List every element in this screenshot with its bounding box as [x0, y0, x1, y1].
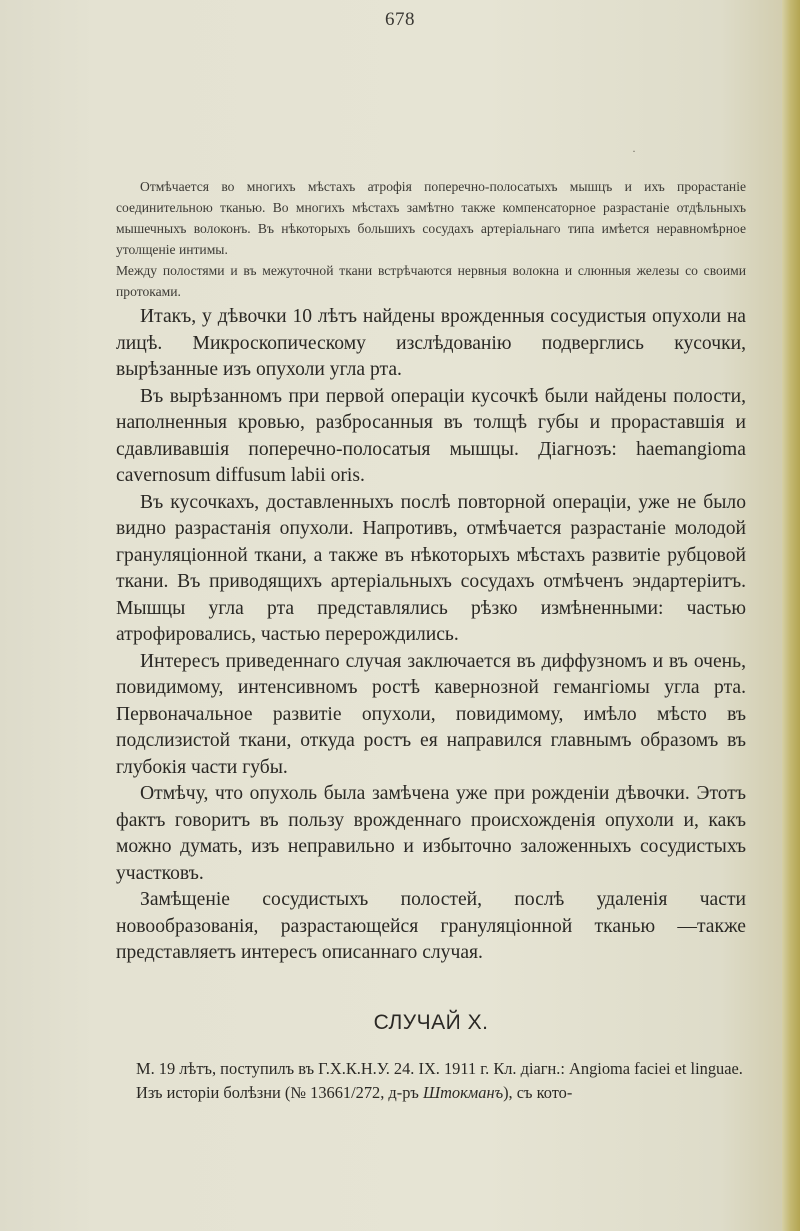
book-binding-edge [782, 0, 800, 1231]
case-intro: М. 19 лѣтъ, поступилъ въ Г.Х.К.Н.У. 24. IX. 1911 г. Кл. діагн.: Angioma faciei et linguae. [136, 1058, 743, 1078]
paragraph-summary: Итакъ, у дѣвочки 10 лѣтъ найдены врожденныя сосудистыя опухоли на лицѣ. Микроскопическому изслѣдованію подверглись кусочки, вырѣзанные изъ опухоли угла рта. [116, 306, 746, 380]
doctor-name: Штокманъ [423, 1082, 504, 1102]
paragraph-first-operation: Въ вырѣзанномъ при первой операціи кусочкѣ были найдены полости, наполненныя кровью, разбросанныя въ толщѣ губы и прораставшія и сдавливавшія поперечно-полосатыя мышцы. Діагнозъ: haemangioma cavernosum diffusum labii oris. [116, 385, 746, 486]
small-paragraph-nerves: Между полостями и въ межуточной ткани встрѣчаются нервныя волокна и слюнныя железы со своими протоками. [116, 263, 746, 299]
ink-mark: · [632, 144, 636, 158]
case-history-before: Изъ исторіи болѣзни (№ 13661/272, д-ръ [136, 1082, 423, 1102]
case-history-line [116, 1081, 746, 1105]
case-history-after: ), съ кото- [503, 1082, 573, 1102]
paragraph-interest: Интересъ приведеннаго случая заключается въ диффузномъ и въ очень, повидимому, интенсивномъ ростѣ кавернозной гемангіомы угла рта. Первоначальное развитіе опухоли, повидимому, имѣло мѣсто въ подслизистой ткани, откуда ростъ ея направился главнымъ образомъ въ глубокія части губы. [116, 650, 746, 778]
case-heading: СЛУЧАЙ X. [373, 1010, 489, 1034]
paragraph-birth: Отмѣчу, что опухоль была замѣчена уже при рожденіи дѣвочки. Этотъ фактъ говоритъ въ пользу врожденнаго происхожденія опухоли и, какъ можно думать, изъ неправильно и избыточно заложенныхъ сосудистыхъ участковъ. [116, 783, 746, 884]
small-paragraph-atrophy: Отмѣчается во многихъ мѣстахъ атрофія поперечно-полосатыхъ мышцъ и ихъ прорастаніе соединительною тканью. Во многихъ мѣстахъ замѣтно также компенсаторное разрастаніе отдѣльныхъ мышечныхъ волоконъ. Въ нѣкоторыхъ большихъ сосудахъ артеріальнаго типа имѣется неравномѣрное утолщеніе интимы. [116, 179, 746, 257]
paragraph-replacement: Замѣщеніе сосудистыхъ полостей, послѣ удаленія части новообразованія, разрастающейся грануляціонной тканью —также представляетъ интересъ описаннаго случая. [116, 889, 746, 963]
page-number: 678 [385, 9, 415, 30]
page-body [116, 176, 746, 1105]
paragraph-second-operation: Въ кусочкахъ, доставленныхъ послѣ повторной операціи, уже не было видно разрастанія опухоли. Напротивъ, отмѣчается разрастаніе молодой грануляціонной ткани, а также въ нѣкоторыхъ мѣстахъ развитіе рубцовой ткани. Въ приводящихъ артеріальныхъ сосудахъ отмѣченъ эндартеріитъ. Мышцы угла рта представлялись рѣзко измѣненными: частью атрофировались, частью перерождились. [116, 491, 746, 645]
